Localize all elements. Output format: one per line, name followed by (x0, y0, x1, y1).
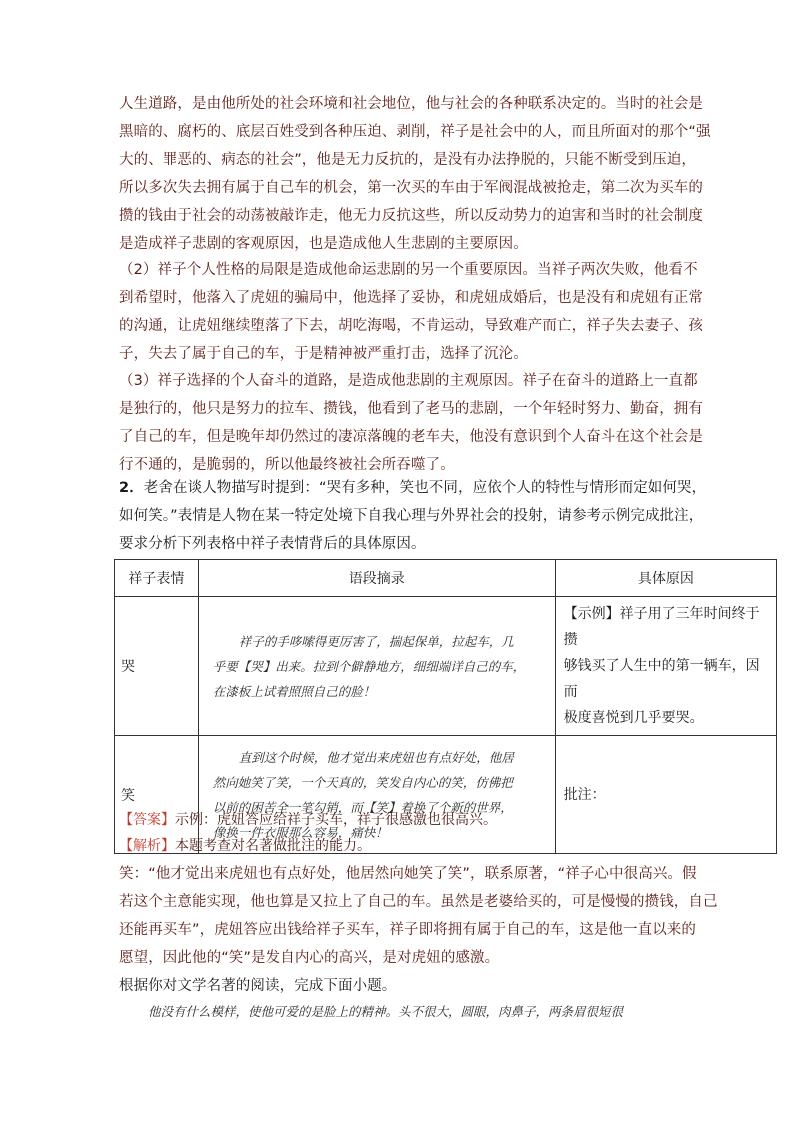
text-line: 人生道路，是由他所处的社会环境和社会地位，他与社会的各种联系决定的。当时的社会是 (119, 96, 703, 112)
reason-line: 极度喜悦到几乎要哭。 (563, 710, 704, 726)
text-line: 了自己的车，但是晚年却仍然过的凄凉落魄的老车夫，他没有意识到个人奋斗在这个社会是 (119, 429, 703, 445)
text-line: 老舍在谈人物描写时提到：“哭有多种，笑也不同，应依个人的特性与情形而定如何哭， (143, 480, 707, 496)
text-line: （2）祥子个人性格的局限是造成他命运悲剧的另一个重要原因。当祥子两次失败，他看不 (119, 262, 698, 278)
paragraph-personality-reasons (119, 256, 703, 368)
reason-line: 够钱买了人生中的第一辆车，因而 (563, 658, 760, 700)
excerpt-line: 然向她笑了笑，一个天真的，笑发自内心的笑，仿佛把 (212, 774, 513, 790)
analysis-tag: 【解析】 (119, 838, 175, 854)
table-header: 祥子表情 (115, 560, 199, 597)
text-line: 攒的钱由于社会的动荡被敲诈走，他无力反抗这些，所以反动势力的迫害和当时的社会制度 (119, 208, 703, 224)
excerpt-line: 像换一件衣服那么容易，痛快！ (212, 824, 388, 840)
expression-cell: 笑 (115, 736, 199, 854)
question-2 (119, 474, 707, 558)
analysis-text: 本题考查对名著做批注的能力。 (175, 838, 371, 854)
excerpt-line: 祥子的手哆嗦得更厉害了，揣起保单，拉起车，几 (238, 633, 514, 649)
novel-excerpt: 他没有什么模样，使他可爱的是脸上的精神。头不很大，圆眼，肉鼻子，两条眉很短很 (148, 1004, 624, 1019)
text-line: 根据你对文学名著的阅读，完成下面小题。 (119, 978, 397, 994)
question-number: 2． (119, 480, 144, 496)
text-line: 行不通的，是脆弱的，所以他最终被社会所吞噬了。 (119, 457, 455, 473)
excerpt-line: 在漆板上试着照照自己的脸！ (212, 683, 376, 699)
text-line: 还能再买车”，虎妞答应出钱给祥子买车，祥子即将拥有属于自己的车，这是他一直以来的 (119, 922, 697, 938)
annotation-label: 批注： (563, 786, 606, 803)
text-line: 的沟通，让虎妞继续堕落了下去，胡吃海喝，不肯运动，导致难产而亡，祥子失去妻子、孩 (119, 318, 703, 334)
text-line: 大的、罪恶的、病态的社会”，他是无力反抗的，是没有办法挣脱的，只能不断受到压迫， (119, 152, 697, 168)
expression-cell: 哭 (115, 597, 199, 736)
table-header-row (115, 560, 777, 597)
reason-line: 祥子用了三年时间终于攒 (563, 606, 760, 648)
annotation-cell[interactable] (555, 736, 776, 854)
text-line: 子，失去了属于自己的车，于是精神被严重打击，选择了沉沦。 (119, 346, 528, 362)
analysis-line (119, 833, 371, 859)
text-line: （3）祥子选择的个人奋斗的道路，是造成他悲剧的主观原因。祥子在奋斗的道路上一直都 (119, 373, 698, 389)
table-row (115, 597, 777, 736)
table-header: 具体原因 (555, 560, 776, 597)
excerpt-line: 乎要【哭】出来。拉到个僻静地方，细细端详自己的车， (212, 658, 526, 674)
table-header: 语段摘录 (198, 560, 555, 597)
text-line: 是独行的，他只是努力的拉车、攒钱，他看到了老马的悲剧，一个年轻时努力、勤奋，拥有 (119, 401, 703, 417)
paragraph-struggle-reasons (119, 367, 703, 479)
excerpt-line: 直到这个时候，他才觉出来虎妞也有点好处，他居 (238, 749, 514, 765)
example-tag: 【示例】 (563, 606, 620, 622)
text-line: 要求分析下列表格中祥子表情背后的具体原因。 (119, 536, 426, 552)
excerpt-cell (198, 597, 555, 736)
text-line: 若这个主意能实现，他也算是又拉上了自己的车。虽然是老婆给买的，可是慢慢的攒钱，自己 (119, 894, 718, 910)
text-line: 愿望，因此他的“笑”是发自内心的高兴，是对虎妞的感激。 (119, 950, 500, 966)
text-line: 黑暗的、腐朽的、底层百姓受到各种压迫、剥削，祥子是社会中的人，而且所面对的那个“强 (119, 124, 711, 140)
paragraph-social-reasons (119, 90, 711, 258)
reason-cell (555, 597, 776, 736)
text-line: 笑：“他才觉出来虎妞也有点好处，他居然向她笑了笑”，联系原著，“祥子心中很高兴。假 (119, 866, 697, 882)
excerpt-line: 以前的困苦全一笔勾销，而【笑】着换了个新的世界， (212, 799, 513, 815)
text-line: 到希望时，他落入了虎妞的骗局中，他选择了妥协，和虎妞成婚后，也是没有和虎妞有正常 (119, 290, 703, 306)
text-line: 所以多次失去拥有属于自己车的机会，第一次买的车由于军阀混战被抢走，第二次为买车的 (119, 180, 703, 196)
answer-text: 示例：虎妞答应给祥子买车，祥子很感激也很高兴。 (175, 812, 497, 828)
answer-line (119, 807, 497, 833)
text-line: 如何笑。”表情是人物在某一特定处境下自我心理与外界社会的投射，请参考示例完成批注， (119, 508, 704, 524)
text-line: 是造成祥子悲剧的客观原因，也是造成他人生悲剧的主要原因。 (119, 236, 528, 252)
answer-tag: 【答案】 (119, 812, 175, 828)
explanation-paragraph (119, 860, 718, 1000)
